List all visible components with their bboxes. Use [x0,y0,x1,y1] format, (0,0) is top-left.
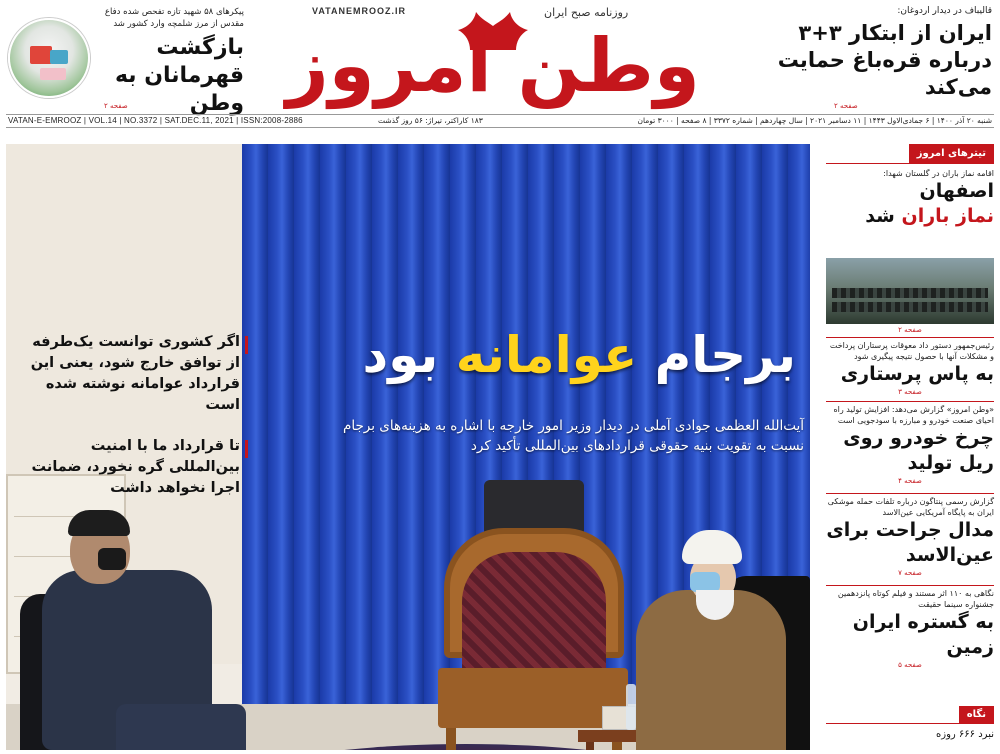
teaser-kicker: قالیباف در دیدار اردوغان: [897,6,992,16]
sidebar-item-page: صفحه ۳ [898,388,922,396]
photo-minister-mask [98,548,126,570]
sidebar-item-esfahan[interactable] [826,168,994,229]
photo-cleric-mask [690,572,720,592]
headline-part: برجام [654,326,796,384]
sidebar-item-page: صفحه ۴ [898,477,922,485]
sidebar-divider [826,401,994,402]
photo-water-bottle [626,684,636,730]
photo-table-leg [586,742,594,750]
masthead [0,0,1000,118]
teaser-kicker: پیکرهای ۵۸ شهید تازه تفحص شده دفاع مقدس از مرز شلمچه وارد کشور شد [104,7,244,29]
teaser-photo [8,18,90,98]
issue-info-bar [6,114,994,128]
logo-wordmark: وطن امروز [286,23,700,109]
issue-info-english: VATAN-E-EMROOZ | VOL.14 | NO.3372 | SAT.DEC.11, 2021 | ISSN:2008-2886 [8,116,303,125]
sidebar-item-kicker: رئیس‌جمهور دستور داد معوقات پرستاران پرداخت و مشکلات آنها با حصول نتیجه پیگیری شود [829,341,994,361]
title-part: اصفهان [919,180,994,202]
masthead-right-teaser[interactable] [744,4,992,112]
sidebar-divider [826,585,994,586]
photo-chair-seat [438,668,628,728]
sidebar-item-page: صفحه ۷ [898,569,922,577]
sidebar-item-kicker: نگاهی به ۱۱۰ اثر مستند و فیلم کوتاه پانزدهمین جشنواره سینما حقیقت [837,589,994,609]
teaser-title[interactable]: ایران از ابتکار ۳+۳ درباره قره‌باغ حمایت می‌کند [777,21,992,99]
sidebar-item-title[interactable]: مدال جراحت برای عین‌الاسد [826,519,994,566]
sidebar-divider [826,337,994,338]
teaser-page-ref: صفحه ۲ [834,102,858,110]
pull-quote: تا قرارداد ما با امنیت بین‌المللی گره نخورد، ضمانت اجرا نخواهد داشت [20,436,248,499]
sidebar-header-label: تیترهای امروز [909,144,994,164]
sidebar-prayer-photo [826,258,994,324]
sidebar-page-ref-wrap [826,325,994,334]
sidebar-item-ain-al-asad[interactable] [826,496,994,577]
headline-part: بود [362,326,439,384]
sidebar-item-title[interactable] [826,179,994,229]
logo-domain: VATANEMROOZ.IR [312,6,406,16]
sidebar-item-kicker: «وطن امروز» گزارش می‌دهد: افزایش تولید راه احیای صنعت خودرو و مبارزه با سودجویی است [833,405,994,425]
pull-quote: اگر کشوری توانست یک‌طرفه از توافق خارج شود، یعنی این قرارداد عوامانه نوشته شده است [20,332,248,416]
sidebar-item-title[interactable]: به پاس پرستاری [840,363,994,385]
sidebar-item-cinema[interactable] [826,588,994,669]
sidebar-header [826,144,994,164]
photo-chair-leg [446,728,456,750]
title-part: شد [865,205,895,227]
masthead-left-teaser[interactable] [8,4,244,116]
lead-story[interactable] [6,144,810,750]
sidebar-item-cars[interactable] [826,404,994,485]
pull-quotes [20,332,248,519]
lead-deck: آیت‌الله العظمی جوادی آملی در دیدار وزیر امور خارجه با اشاره به هزینه‌های برجام نسبت به تقویت بنیه حقوقی قراردادهای بین‌المللی تأکید کرد [342,418,804,454]
teaser-page-ref: صفحه ۲ [104,102,128,110]
sidebar-divider [826,493,994,494]
sidebar-item-page: صفحه ۲ [898,326,922,334]
photo-chair-cushion [462,552,606,672]
headlines-sidebar [826,144,994,750]
logo-subtitle: روزنامه صبح ایران [544,6,629,19]
sidebar-item-title[interactable]: چرخ خودرو روی ریل تولید [843,427,994,474]
sidebar-item-page: صفحه ۵ [898,661,922,669]
newspaper-logo[interactable] [248,4,738,112]
sidebar-item-kicker: اقامه نماز باران در گلستان شهدا: [883,169,994,178]
headline-highlight: عوامانه [455,326,638,384]
sidebar-item-title[interactable]: به گستره ایران زمین [852,611,994,658]
sidebar-opinion-title[interactable]: نبرد ۶۶۶ روزه [936,729,994,740]
sidebar-item-kicker: گزارش رسمی پنتاگون درباره تلفات حمله موشکی ایران به پایگاه آمریکایی عین‌الاسد [827,497,994,517]
title-highlight: نماز باران [901,205,994,227]
sidebar-opinion-header [826,706,994,724]
issue-info-persian: شنبه ۲۰ آذر ۱۴۰۰ | ۶ جمادی‌الاول ۱۴۴۳ | ۱۱ دسامبر ۲۰۲۱ | سال چهاردهم | شماره ۳۳۷۲ | ۸ صفحه | ۳۰۰۰ تومان [637,116,992,125]
teaser-title[interactable]: بازگشت قهرمانان به وطن [114,35,244,116]
photo-minister-legs [116,704,246,750]
issue-info-circulation: ۱۸۳ کاراکتر، تیراژ: ۵۶ روز گذشت [378,116,483,125]
sidebar-item-nurses[interactable] [826,340,994,396]
lead-headline[interactable] [288,320,796,394]
sidebar-opinion-label: نگاه [959,706,994,724]
